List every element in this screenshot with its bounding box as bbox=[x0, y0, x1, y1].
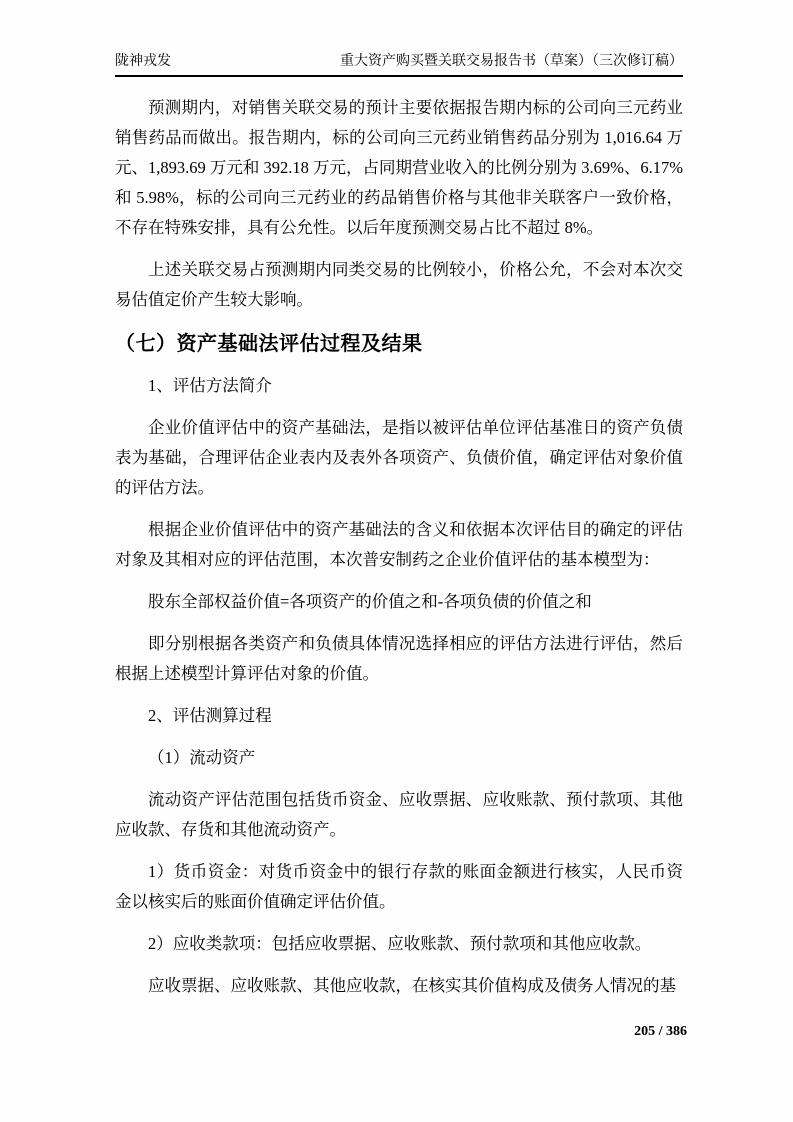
header-right-title: 重大资产购买暨关联交易报告书（草案）（三次修订稿） bbox=[340, 54, 683, 69]
header-left-title: 陇神戎发 bbox=[115, 54, 171, 69]
page-number: 205 / 386 bbox=[634, 1024, 687, 1039]
paragraph-receivables-continued: 应收票据、应收账款、其他应收款，在核实其价值构成及债务人情况的基 bbox=[148, 976, 676, 995]
paragraph-forecast-sales: 预测期内，对销售关联交易的预计主要依据报告期内标的公司向三元药业销售药品而做出。报告期内，标的公司向三元药业销售药品分别为 1,016.64 万元、1,893.69 万元和 392.18 万元，占同期营业收入的比例分别为 3.69%、6.17%和 5.98%，标的公司向三元药业的药品销售价格与其他非关联客户一致价格，不存在特殊安排，具有公允性。以后年度预测交易占比不超过 8%。 bbox=[115, 98, 683, 237]
paragraph-valuation-model-intro: 根据企业价值评估中的资产基础法的含义和依据本次评估目的确定的评估对象及其相对应的评估范围，本次普安制药之企业价值评估的基本模型为： bbox=[115, 520, 683, 569]
formula-equity-value: 股东全部权益价值=各项资产的价值之和-各项负债的价值之和 bbox=[148, 592, 592, 611]
paragraph-model-application: 即分别根据各类资产和负债具体情况选择相应的评估方法进行评估，然后根据上述模型计算评估对象的价值。 bbox=[115, 634, 683, 683]
paragraph-asset-based-definition: 企业价值评估中的资产基础法，是指以被评估单位评估基准日的资产负债表为基础，合理评估企业表内及表外各项资产、负债价值，确定评估对象价值的评估方法。 bbox=[115, 418, 683, 497]
document-content bbox=[115, 77, 683, 1001]
paragraph-receivables: 2）应收类款项：包括应收票据、应收账款、预付款项和其他应收款。 bbox=[148, 934, 652, 953]
paragraph-current-assets-scope: 流动资产评估范围包括货币资金、应收票据、应收账款、预付款项、其他应收款、存货和其他流动资产。 bbox=[115, 790, 683, 839]
section-heading-asset-based-method: （七）资产基础法评估过程及结果 bbox=[115, 333, 423, 355]
page-header bbox=[115, 52, 683, 77]
subheading-method-intro: 1、评估方法简介 bbox=[148, 376, 272, 395]
page-footer bbox=[634, 1022, 687, 1042]
paragraph-monetary-funds: 1）货币资金：对货币资金中的银行存款的账面金额进行核实，人民币资金以核实后的账面价值确定评估价值。 bbox=[115, 862, 683, 911]
subheading-valuation-process: 2、评估测算过程 bbox=[148, 706, 272, 725]
subheading-current-assets: （1）流动资产 bbox=[148, 748, 256, 767]
paragraph-related-transaction-impact: 上述关联交易占预测期内同类交易的比例较小，价格公允，不会对本次交易估值定价产生较大影响。 bbox=[115, 260, 683, 309]
